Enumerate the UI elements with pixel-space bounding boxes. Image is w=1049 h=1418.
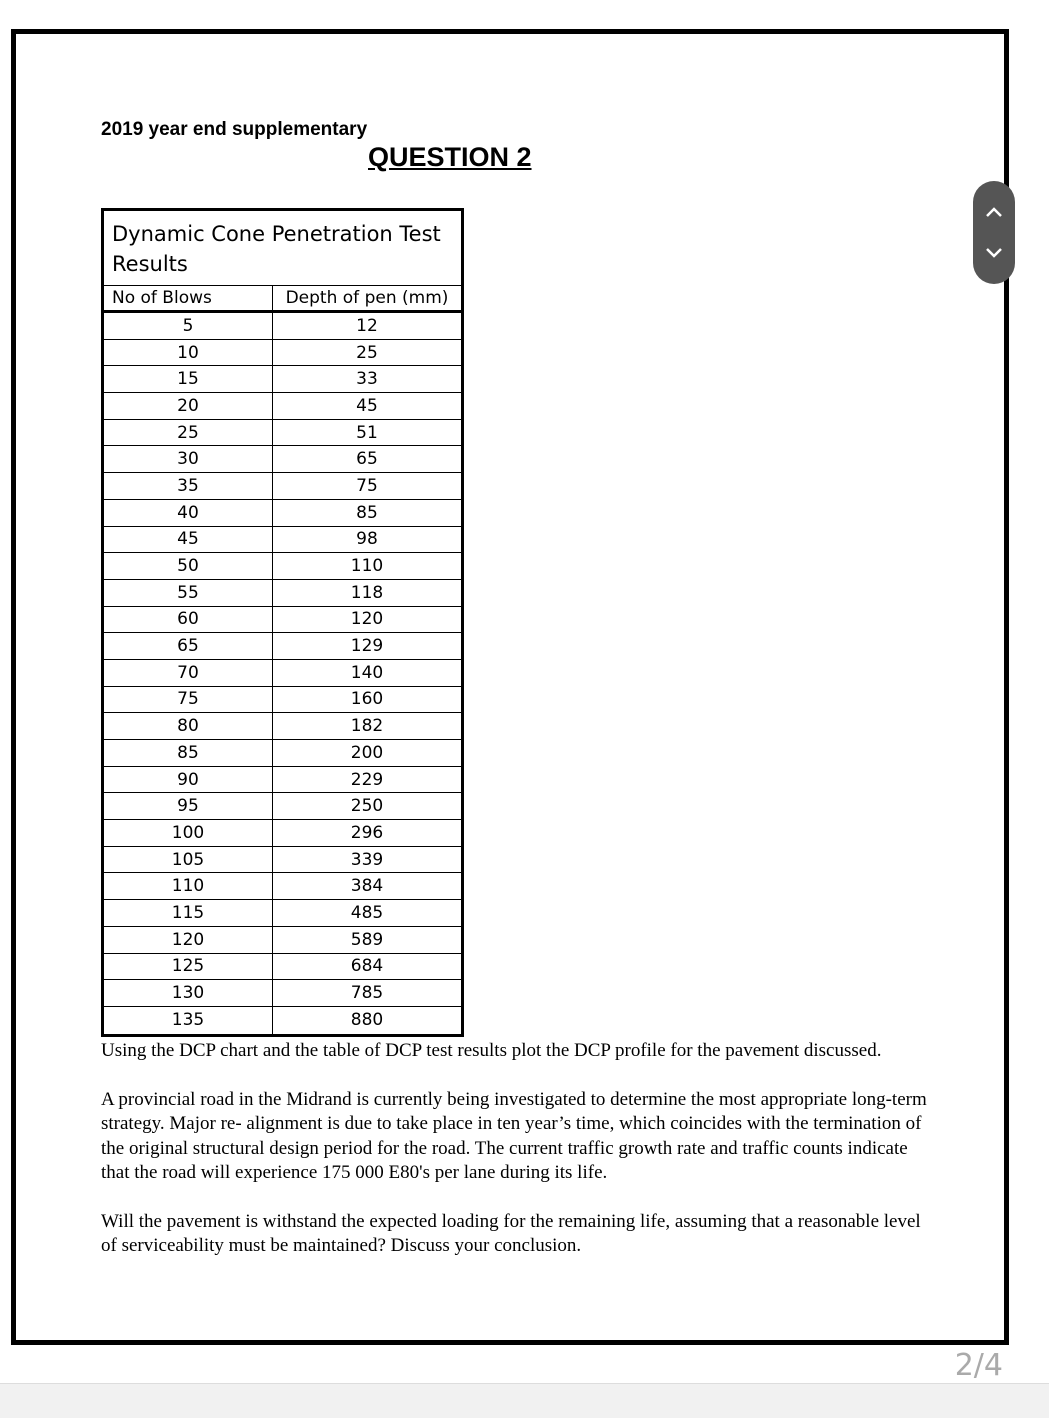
cell-blows: 75 — [104, 687, 273, 713]
cell-depth: 296 — [350, 822, 384, 843]
table-row — [104, 847, 461, 874]
cell-depth: 45 — [356, 395, 378, 416]
cell-blows: 10 — [104, 340, 273, 366]
table-row — [104, 954, 461, 981]
cell-blows: 5 — [104, 313, 273, 339]
cell-depth: 880 — [350, 1010, 384, 1031]
table-row — [104, 900, 461, 927]
table-row — [104, 393, 461, 420]
cell-blows: 100 — [104, 820, 273, 846]
cell-depth: 75 — [356, 475, 378, 496]
cell-depth: 384 — [350, 876, 384, 897]
cell-depth: 182 — [350, 716, 384, 737]
cell-blows: 95 — [104, 793, 273, 819]
cell-blows: 105 — [104, 847, 273, 873]
cell-depth: 118 — [350, 582, 384, 603]
page-nav — [973, 181, 1015, 284]
cell-blows: 80 — [104, 713, 273, 739]
header-blows: No of Blows — [104, 286, 273, 310]
table-row — [104, 820, 461, 847]
table-row — [104, 446, 461, 473]
viewer-bottom-bar — [0, 1383, 1049, 1418]
cell-blows: 55 — [104, 580, 273, 606]
table-row — [104, 660, 461, 687]
table-row — [104, 313, 461, 340]
cell-blows: 45 — [104, 527, 273, 553]
cell-blows: 70 — [104, 660, 273, 686]
cell-depth: 485 — [350, 902, 384, 923]
table-header-row — [104, 286, 461, 313]
header-depth: Depth of pen (mm) — [285, 288, 449, 308]
cell-depth: 160 — [350, 689, 384, 710]
cell-blows: 135 — [104, 1007, 273, 1034]
cell-blows: 65 — [104, 633, 273, 659]
cell-depth: 98 — [356, 529, 378, 550]
cell-depth: 229 — [350, 769, 384, 790]
cell-blows: 120 — [104, 927, 273, 953]
exam-label: 2019 year end supplementary — [101, 119, 368, 140]
paragraph-scenario: A provincial road in the Midrand is currently being investigated to determine the most appropriate long-term strategy. Major re- alignment is due to take place in ten year’s time, which coincides with the termination of the original structural design period for the road. The current traffic growth rate and traffic counts indicate that the road will experience 175 000 E80's per lane during its life. — [101, 1089, 927, 1183]
cell-depth: 25 — [356, 342, 378, 363]
table-row — [104, 927, 461, 954]
question-title: QUESTION 2 — [368, 142, 532, 172]
cell-depth: 120 — [350, 609, 384, 630]
paragraph-instructions: Using the DCP chart and the table of DCP test results plot the DCP profile for the pavement discussed. — [101, 1040, 882, 1061]
cell-blows: 85 — [104, 740, 273, 766]
table-row — [104, 580, 461, 607]
cell-blows: 50 — [104, 553, 273, 579]
cell-blows: 110 — [104, 873, 273, 899]
table-row — [104, 873, 461, 900]
table-row — [104, 740, 461, 767]
table-row — [104, 1007, 461, 1034]
table-row — [104, 340, 461, 367]
cell-depth: 85 — [356, 502, 378, 523]
table-title: Dynamic Cone Penetration Test Results — [104, 211, 461, 286]
cell-blows: 25 — [104, 420, 273, 446]
table-row — [104, 980, 461, 1007]
dcp-results-table — [101, 208, 464, 1037]
table-row — [104, 687, 461, 714]
cell-depth: 684 — [350, 956, 384, 977]
paragraph-question: Will the pavement is withstand the expected loading for the remaining life, assuming that a reasonable level of serviceability must be maintained? Discuss your conclusion. — [101, 1211, 921, 1257]
cell-blows: 90 — [104, 767, 273, 793]
cell-depth: 785 — [350, 983, 384, 1004]
cell-depth: 589 — [350, 929, 384, 950]
cell-blows: 125 — [104, 954, 273, 980]
table-row — [104, 713, 461, 740]
table-row — [104, 473, 461, 500]
cell-blows: 130 — [104, 980, 273, 1006]
cell-blows: 30 — [104, 446, 273, 472]
cell-blows: 20 — [104, 393, 273, 419]
table-row — [104, 500, 461, 527]
page-indicator: 2/4 — [954, 1348, 1003, 1383]
table-row — [104, 527, 461, 554]
table-row — [104, 420, 461, 447]
table-row — [104, 553, 461, 580]
table-row — [104, 607, 461, 634]
cell-depth: 12 — [356, 315, 378, 336]
chevron-up-icon[interactable] — [982, 200, 1006, 224]
document-page — [11, 29, 1009, 1345]
cell-blows: 35 — [104, 473, 273, 499]
cell-depth: 200 — [350, 742, 384, 763]
cell-blows: 15 — [104, 366, 273, 392]
cell-depth: 129 — [350, 636, 384, 657]
table-row — [104, 633, 461, 660]
cell-depth: 110 — [350, 556, 384, 577]
cell-blows: 60 — [104, 607, 273, 633]
cell-blows: 115 — [104, 900, 273, 926]
cell-blows: 40 — [104, 500, 273, 526]
cell-depth: 51 — [356, 422, 378, 443]
cell-depth: 33 — [356, 369, 378, 390]
chevron-down-icon[interactable] — [982, 241, 1006, 265]
table-row — [104, 767, 461, 794]
cell-depth: 250 — [350, 796, 384, 817]
table-row — [104, 793, 461, 820]
cell-depth: 65 — [356, 449, 378, 470]
cell-depth: 339 — [350, 849, 384, 870]
table-row — [104, 366, 461, 393]
cell-depth: 140 — [350, 662, 384, 683]
